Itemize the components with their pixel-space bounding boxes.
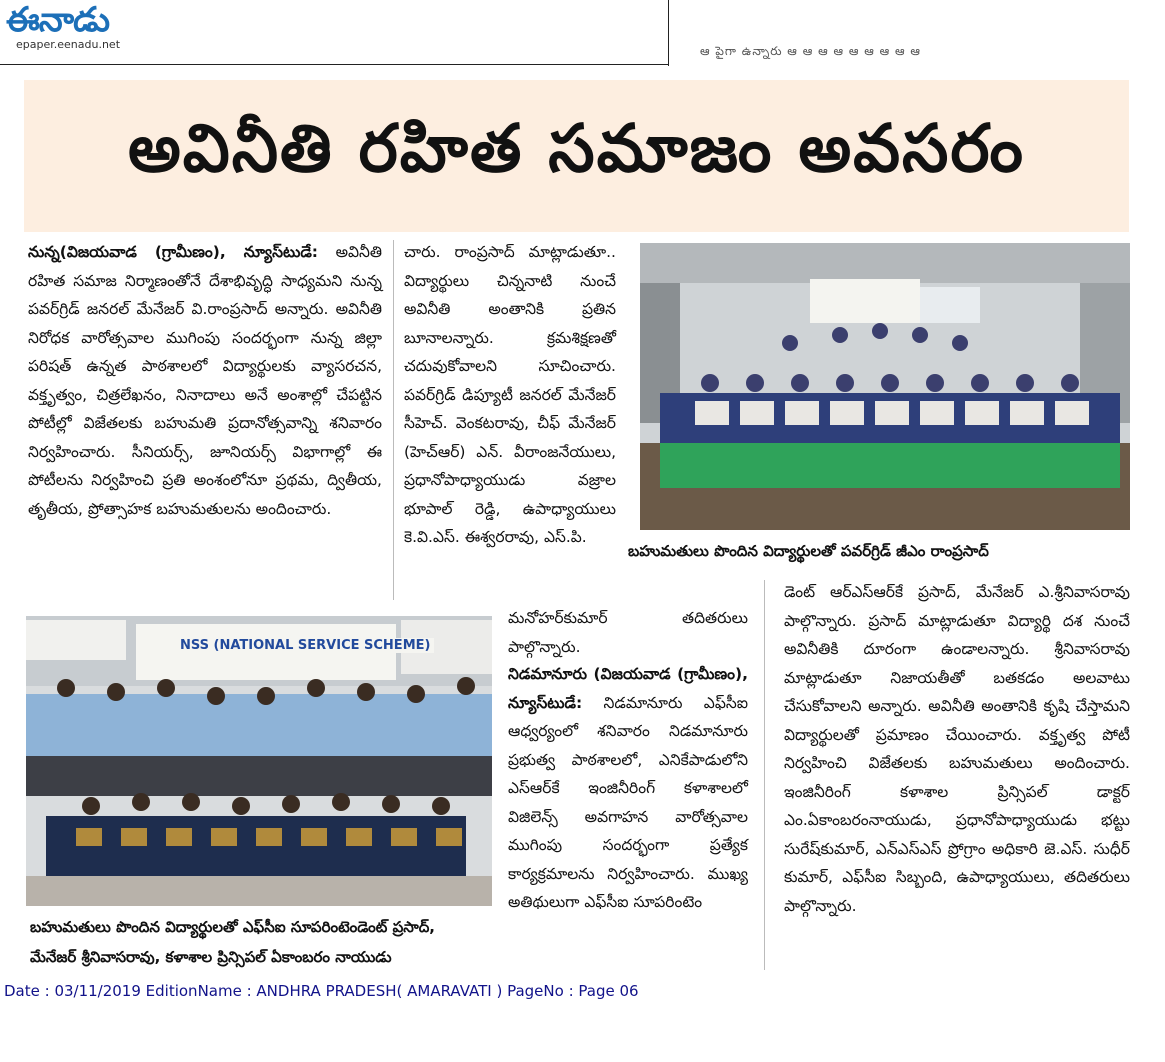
article1-column2 bbox=[404, 238, 616, 552]
masthead-column-divider bbox=[668, 0, 669, 66]
column-rule-2 bbox=[764, 580, 765, 970]
article1-dateline: నున్న(విజయవాడ (గ్రామీణం), న్యూస్‌టుడే: bbox=[28, 243, 318, 261]
eenadu-logo bbox=[6, 2, 156, 58]
masthead-rule bbox=[0, 64, 668, 65]
article1-col2-cont: మనోహర్‌కుమార్ తదితరులు పాల్గొన్నారు. bbox=[508, 609, 748, 656]
masthead-logo-text: ఈనాడు bbox=[6, 0, 110, 40]
powergrid-award-photo bbox=[640, 243, 1130, 530]
column-rule bbox=[393, 240, 394, 600]
masthead-site: epaper.eenadu.net bbox=[16, 38, 121, 51]
edition-footer: Date : 03/11/2019 EditionName : ANDHRA PRADESH( AMARAVATI ) PageNo : Page 06 bbox=[4, 982, 639, 1000]
photo1-caption: బహుమతులు పొందిన విద్యార్థులతో పవర్‌గ్రిడ్ జీఎం రాంప్రసాద్ bbox=[628, 542, 989, 560]
article1-col2-body: చారు. రాంప్రసాద్ మాట్లాడుతూ.. విద్యార్థులు చిన్ననాటి నుంచే అవినీతి అంతానికి ప్రతిన బూనాలన్నారు. క్రమశిక్షణతో చదువుకోవాలని సూచించారు. పవర్‌గ్రిడ్ డిప్యూటీ జనరల్ మేనేజర్ సీహెచ్. వెంకటరావు, చీఫ్ మేనేజర్ (హెచ్‌ఆర్) ఎన్. వీరాంజనేయులు, ప్రధానోపాధ్యాయుడు వజ్రాల భూపాల్ రెడ్డి, ఉపాధ్యాయులు కె.వి.ఎస్. ఈశ్వరరావు, ఎస్.పి. bbox=[404, 243, 616, 546]
award-photo-illustration bbox=[640, 243, 1130, 530]
previous-article-snippet: ఆ పైగా ఉన్నారు ఆ ఆ ఆ ఆ ఆ ఆ ఆ ఆ ఆ bbox=[700, 44, 922, 58]
article2-col3-body: డెంట్ ఆర్‌ఎస్‌ఆర్‌కే ప్రసాద్, మేనేజర్ ఎ.శ్రీనివాసరావు పాల్గొన్నారు. ప్రసాద్ మాట్లాడుతూ విద్యార్థి దశ నుంచే అవినీతికి దూరంగా ఉండాలన్నారు. శ్రీనివాసరావు మాట్లాడుతూ నిజాయతీతో బతకడం అలవాటు చేసుకోవాలని అన్నారు. అవినీతి అంతానికి కృషి చేస్తామని విద్యార్థులతో ప్రమాణం చేయించారు. వక్తృత్వ పోటీ నిర్వహించి విజేతలకు బహుమతులు అందించారు. ఇంజినీరింగ్ కళాశాల ప్రిన్సిపల్ డాక్టర్ ఎం.ఏకాంబరంనాయుడు, ప్రధానోపాధ్యాయుడు భట్టు సురేష్‌కుమార్, ఎన్‌ఎస్‌ఎస్ ప్రోగ్రాం అధికారి జె.ఎస్. సుధీర్ కుమార్, ఎఫ్‌సీఐ సిబ్బంది, ఉపాధ్యాయులు, తదితరులు పాల్గొన్నారు. bbox=[784, 583, 1130, 915]
article1-column2-continued bbox=[508, 604, 748, 661]
article2-column2 bbox=[508, 660, 748, 917]
article1-column1 bbox=[28, 238, 382, 523]
nss-banner-text: NSS (NATIONAL SERVICE SCHEME) bbox=[176, 638, 434, 653]
fci-photo-illustration bbox=[26, 616, 492, 906]
headline-banner bbox=[24, 80, 1129, 232]
article2-column3 bbox=[784, 578, 1130, 920]
article2-col2-body: నిడమానూరు ఎఫ్‌సీఐ ఆధ్వర్యంలో శనివారం నిడమానూరు ప్రభుత్వ పాఠశాలలో, ఎనికేపాడులోని ఎస్‌ఆర్‌కే ఇంజినీరింగ్ కళాశాలలో విజిలెన్స్ అవగాహన వారోత్సవాల ముగింపు సందర్భంగా ప్రత్యేక కార్యక్రమాలను నిర్వహించారు. ముఖ్య అతిథులుగా ఎఫ్‌సీఐ సూపరింటెం bbox=[508, 693, 748, 911]
headline: అవినీతి రహిత సమాజం అవసరం bbox=[128, 109, 1025, 187]
photo2-caption-line1: బహుమతులు పొందిన విద్యార్థులతో ఎఫ్‌సీఐ సూపరింటెండెంట్ ప్రసాద్, bbox=[30, 918, 435, 936]
article2-dateline: నిడమానూరు (విజయవాడ (గ్రామీణం), న్యూస్‌టుడే: bbox=[508, 665, 748, 712]
fci-award-photo bbox=[26, 616, 492, 906]
article1-col1-body: అవినీతి రహిత సమాజ నిర్మాణంతోనే దేశాభివృద్ధి సాధ్యమని నున్న పవర్‌గ్రిడ్ జనరల్ మేనేజర్ వి.రాంప్రసాద్ అన్నారు. అవినీతి నిరోధక వారోత్సవాల ముగింపు సందర్భంగా నున్న జిల్లా పరిషత్ ఉన్నత పాఠశాలలో విద్యార్థులకు వ్యాసరచన, వక్తృత్వం, చిత్రలేఖనం, నినాదాలు అనే అంశాల్లో చేపట్టిన పోటీల్లో విజేతలకు బహుమతి ప్రదానోత్సవాన్ని శనివారం నిర్వహించారు. సీనియర్స్, జూనియర్స్ విభాగాల్లో ఈ పోటీలను నిర్వహించి ప్రతి అంశంలోనూ ప్రథమ, ద్వితీయ, తృతీయ, ప్రోత్సాహక బహుమతులను అందించారు. bbox=[28, 243, 382, 518]
photo2-caption-line2: మేనేజర్ శ్రీనివాసరావు, కళాశాల ప్రిన్సిపల్ ఏకాంబరం నాయుడు bbox=[30, 948, 392, 966]
photo2-caption bbox=[30, 912, 500, 972]
